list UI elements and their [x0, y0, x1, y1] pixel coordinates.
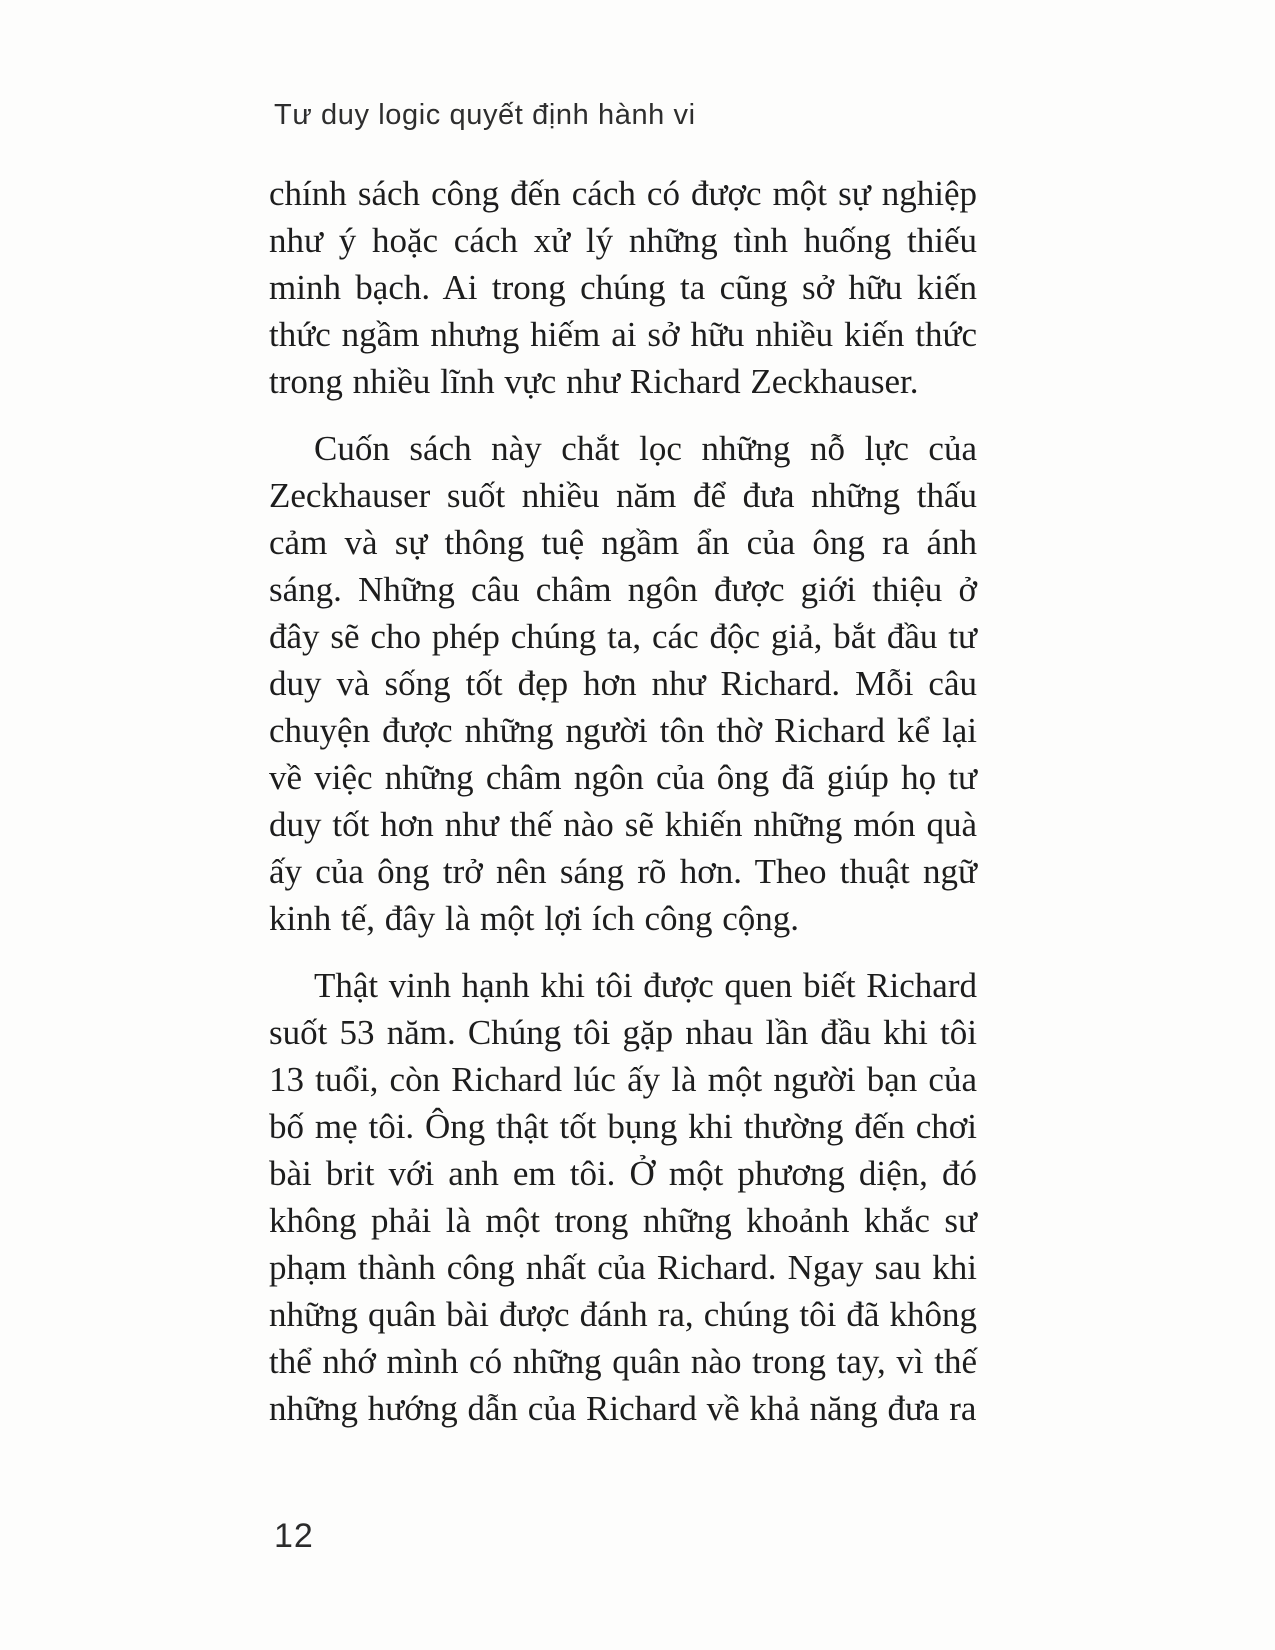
page-number: 12 [274, 1517, 314, 1555]
paragraph-continued: chính sách công đến cách có được một sự nghiệp như ý hoặc cách xử lý những tình huống thiếu minh bạch. Ai trong chúng ta cũng sở hữu kiến thức ngầm nhưng hiếm ai sở hữu nhiều kiến thức trong nhiều lĩnh vực như Richard Zeckhauser. [269, 174, 977, 401]
paragraph: Thật vinh hạnh khi tôi được quen biết Richard suốt 53 năm. Chúng tôi gặp nhau lần đầu khi tôi 13 tuổi, còn Richard lúc ấy là một người bạn của bố mẹ tôi. Ông thật tốt bụng khi thường đến chơi bài brit với anh em tôi. Ở một phương diện, đó không phải là một trong những khoảnh khắc sư phạm thành công nhất của Richard. Ngay sau khi những quân bài được đánh ra, chúng tôi đã không thể nhớ mình có những quân nào trong tay, vì thế những hướng dẫn của Richard về khả năng đưa ra [269, 966, 977, 1428]
paragraph: Cuốn sách này chắt lọc những nỗ lực của Zeckhauser suốt nhiều năm để đưa những thấu cảm và sự thông tuệ ngầm ẩn của ông ra ánh sáng. Những câu châm ngôn được giới thiệu ở đây sẽ cho phép chúng ta, các độc giả, bắt đầu tư duy và sống tốt đẹp hơn như Richard. Mỗi câu chuyện được những người tôn thờ Richard kể lại về việc những châm ngôn của ông đã giúp họ tư duy tốt hơn như thế nào sẽ khiến những món quà ấy của ông trở nên sáng rõ hơn. Theo thuật ngữ kinh tế, đây là một lợi ích công cộng. [269, 429, 977, 938]
running-header: Tư duy logic quyết định hành vi [274, 99, 696, 131]
page-body [269, 170, 977, 1432]
